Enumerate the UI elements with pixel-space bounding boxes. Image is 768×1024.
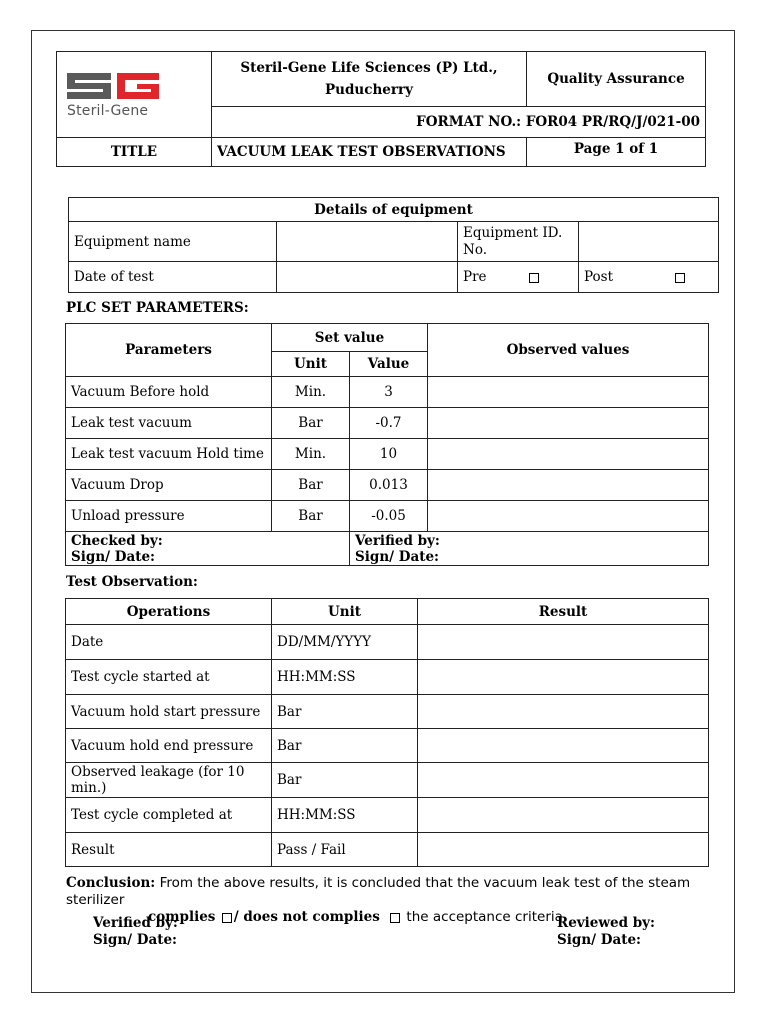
col-value: Value: [350, 352, 428, 377]
pre-checkbox[interactable]: [529, 273, 539, 283]
equipment-id-field[interactable]: [579, 222, 719, 262]
company-name-cell: [212, 52, 527, 107]
table-row: [66, 470, 709, 501]
logo-cell: [57, 52, 212, 138]
operation-name: Observed leakage (for 10 min.): [66, 763, 272, 798]
date-of-test-field[interactable]: [277, 262, 458, 293]
param-name: Unload pressure: [66, 501, 272, 532]
result-field[interactable]: [418, 798, 709, 833]
post-label: Post: [584, 269, 614, 285]
table-row: [66, 660, 709, 695]
page-number: Page 1 of 1: [527, 138, 706, 167]
operation-name: Result: [66, 833, 272, 867]
param-value: 3: [350, 377, 428, 408]
complies-label: complies: [148, 909, 216, 925]
company-location: Puducherry: [325, 82, 413, 98]
observed-value-field[interactable]: [428, 408, 709, 439]
operation-name: Test cycle completed at: [66, 798, 272, 833]
format-number: FORMAT NO.: FOR04 PR/RQ/J/021-00: [212, 107, 706, 138]
logo-text: Steril-Gene: [67, 102, 149, 119]
col-result: Result: [418, 599, 709, 625]
verified-by-label: Verified by:: [93, 915, 178, 931]
col-parameters: Parameters: [66, 324, 272, 377]
result-field[interactable]: [418, 729, 709, 763]
date-of-test-label: Date of test: [69, 262, 277, 293]
company-name: Steril-Gene Life Sciences (P) Ltd.,: [240, 60, 498, 76]
title-label: TITLE: [57, 138, 212, 167]
table-row: [66, 501, 709, 532]
operation-name: Vacuum hold start pressure: [66, 695, 272, 729]
conclusion-text: From the above results, it is concluded that the vacuum leak test of the steam sterilizer: [66, 875, 691, 908]
result-field[interactable]: [418, 625, 709, 660]
equipment-table: [68, 197, 719, 293]
equipment-name-label: Equipment name: [69, 222, 277, 262]
param-value: 0.013: [350, 470, 428, 501]
result-field[interactable]: [418, 695, 709, 729]
operation-unit: Pass / Fail: [272, 833, 418, 867]
param-name: Vacuum Before hold: [66, 377, 272, 408]
checked-sign-date-label: Sign/ Date:: [71, 548, 156, 565]
param-name: Leak test vacuum: [66, 408, 272, 439]
param-unit: Bar: [272, 501, 350, 532]
param-name: Vacuum Drop: [66, 470, 272, 501]
equipment-id-label: Equipment ID. No.: [458, 222, 579, 262]
department: Quality Assurance: [527, 52, 706, 107]
operation-unit: DD/MM/YYYY: [272, 625, 418, 660]
col-unit: Unit: [272, 352, 350, 377]
observation-section-title: Test Observation:: [66, 574, 198, 590]
param-unit: Min.: [272, 439, 350, 470]
post-checkbox[interactable]: [675, 273, 685, 283]
table-row: [66, 439, 709, 470]
company-logo: [57, 55, 211, 135]
post-cell: [579, 262, 719, 293]
table-row: [66, 729, 709, 763]
result-field[interactable]: [418, 660, 709, 695]
table-row: [66, 625, 709, 660]
checked-by-label: Checked by:: [71, 532, 163, 549]
verified-by-cell[interactable]: [350, 532, 709, 566]
param-value: -0.05: [350, 501, 428, 532]
col-operations: Operations: [66, 599, 272, 625]
operation-unit: HH:MM:SS: [272, 798, 418, 833]
conclusion-tail: the acceptance criteria.: [406, 909, 568, 925]
operation-name: Date: [66, 625, 272, 660]
sg-logo-icon: [65, 71, 161, 101]
operation-name: Test cycle started at: [66, 660, 272, 695]
test-observation-table: [65, 598, 709, 867]
col-set-value: Set value: [272, 324, 428, 352]
table-row: [66, 695, 709, 729]
table-row: [66, 798, 709, 833]
pre-cell: [458, 262, 579, 293]
does-not-comply-checkbox[interactable]: [390, 913, 400, 923]
complies-checkbox[interactable]: [222, 913, 232, 923]
operation-unit: Bar: [272, 729, 418, 763]
equipment-name-field[interactable]: [277, 222, 458, 262]
verified-sign-date-label: Sign/ Date:: [355, 548, 440, 565]
observed-value-field[interactable]: [428, 501, 709, 532]
reviewed-signature-block[interactable]: [557, 915, 655, 949]
reviewed-by-label: Reviewed by:: [557, 915, 655, 931]
operation-name: Vacuum hold end pressure: [66, 729, 272, 763]
document-title: VACUUM LEAK TEST OBSERVATIONS: [212, 138, 527, 167]
table-row: [66, 408, 709, 439]
param-unit: Bar: [272, 470, 350, 501]
checked-by-cell[interactable]: [66, 532, 350, 566]
header-table: [56, 51, 706, 167]
plc-parameters-table: [65, 323, 709, 566]
observed-value-field[interactable]: [428, 377, 709, 408]
param-value: 10: [350, 439, 428, 470]
pre-label: Pre: [463, 269, 487, 285]
observed-value-field[interactable]: [428, 470, 709, 501]
reviewed-sign-date-label: Sign/ Date:: [557, 932, 642, 948]
operation-unit: Bar: [272, 763, 418, 798]
verified-by-label: Verified by:: [355, 532, 440, 549]
operation-unit: Bar: [272, 695, 418, 729]
plc-section-title: PLC SET PARAMETERS:: [66, 300, 249, 316]
col-observed-values: Observed values: [428, 324, 709, 377]
operation-unit: HH:MM:SS: [272, 660, 418, 695]
param-unit: Bar: [272, 408, 350, 439]
table-row: [66, 377, 709, 408]
col-obs-unit: Unit: [272, 599, 418, 625]
result-field[interactable]: [418, 763, 709, 798]
verified-sign-date-label: Sign/ Date:: [93, 932, 178, 948]
equipment-heading: Details of equipment: [69, 198, 719, 222]
result-field[interactable]: [418, 833, 709, 867]
param-unit: Min.: [272, 377, 350, 408]
does-not-comply-label: / does not complies: [233, 909, 380, 925]
verified-signature-block[interactable]: [93, 915, 178, 949]
conclusion-label: Conclusion:: [66, 875, 156, 891]
param-value: -0.7: [350, 408, 428, 439]
table-row: [66, 763, 709, 798]
table-row: [66, 833, 709, 867]
observed-value-field[interactable]: [428, 439, 709, 470]
param-name: Leak test vacuum Hold time: [66, 439, 272, 470]
